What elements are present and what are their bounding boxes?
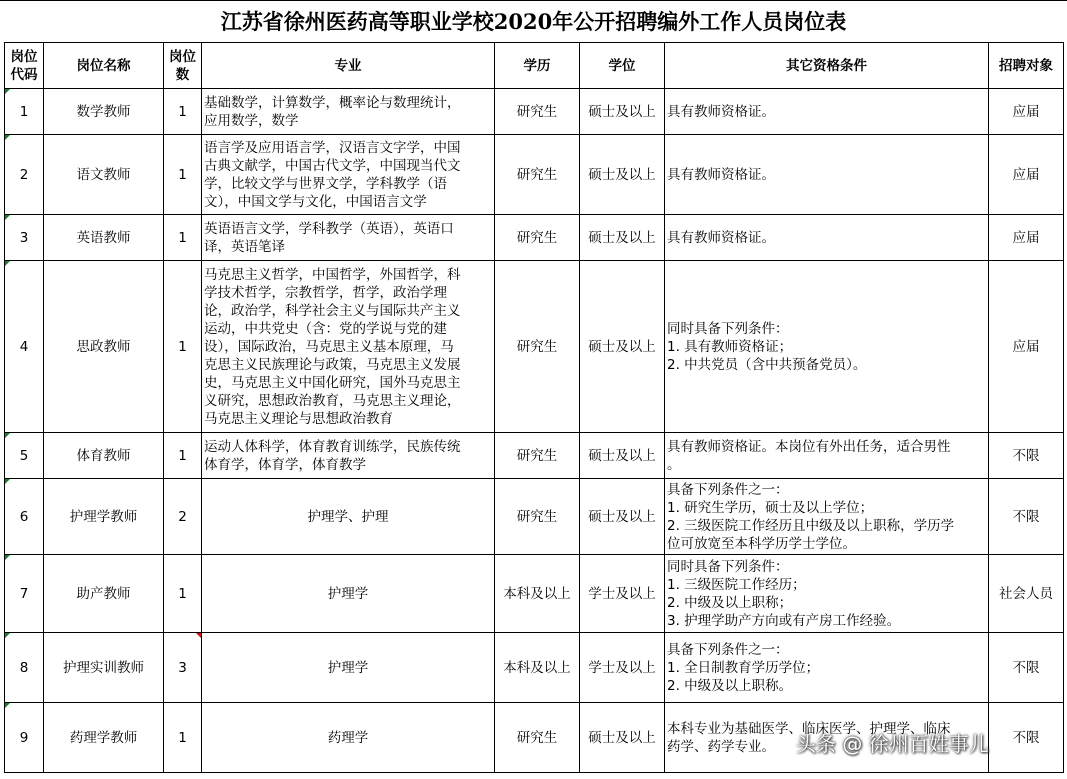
watermark-name: 徐州百姓事儿 xyxy=(868,732,989,756)
cell-education: 研究生 xyxy=(495,261,580,433)
table-row xyxy=(5,89,1064,135)
cell-degree: 硕士及以上 xyxy=(580,703,665,773)
header-target: 招聘对象 xyxy=(989,43,1064,89)
cell-code: 7 xyxy=(5,555,44,633)
cell-target: 应届 xyxy=(989,261,1064,433)
header-major: 专业 xyxy=(202,43,495,89)
table-row xyxy=(5,555,1064,633)
cell-major: 基础数学，计算数学，概率论与数理统计， 应用数学，数学 xyxy=(202,89,495,135)
cell-name: 助产教师 xyxy=(44,555,164,633)
cell-degree: 硕士及以上 xyxy=(580,89,665,135)
cell-major: 运动人体科学，体育教育训练学，民族传统 体育学，体育学，体育教学 xyxy=(202,433,495,479)
cell-other: 具有教师资格证。 xyxy=(665,215,989,261)
cell-other: 具有教师资格证。本岗位有外出任务，适合男性 。 xyxy=(665,433,989,479)
table-row xyxy=(5,633,1064,703)
comment-marker-icon xyxy=(196,633,201,638)
header-other: 其它资格条件 xyxy=(665,43,989,89)
watermark-at: @ xyxy=(842,732,863,756)
cell-code: 8 xyxy=(5,633,44,703)
cell-education: 研究生 xyxy=(495,89,580,135)
cell-other: 具有教师资格证。 xyxy=(665,89,989,135)
cell-marker-icon xyxy=(5,215,10,220)
cell-count: 1 xyxy=(164,89,202,135)
cell-marker-icon xyxy=(5,261,10,266)
cell-target: 应届 xyxy=(989,89,1064,135)
cell-major: 护理学 xyxy=(202,555,495,633)
cell-name: 英语教师 xyxy=(44,215,164,261)
cell-major: 英语语言文学，学科教学（英语），英语口 译，英语笔译 xyxy=(202,215,495,261)
cell-name: 护理实训教师 xyxy=(44,633,164,703)
cell-degree: 硕士及以上 xyxy=(580,479,665,555)
cell-name: 语文教师 xyxy=(44,135,164,215)
cell-education: 研究生 xyxy=(495,135,580,215)
cell-major: 护理学、护理 xyxy=(202,479,495,555)
cell-code: 4 xyxy=(5,261,44,433)
cell-code: 6 xyxy=(5,479,44,555)
cell-other: 具有教师资格证。 xyxy=(665,135,989,215)
cell-count: 1 xyxy=(164,703,202,773)
cell-target: 不限 xyxy=(989,633,1064,703)
cell-marker-icon xyxy=(5,89,10,94)
cell-degree: 学士及以上 xyxy=(580,633,665,703)
cell-count: 1 xyxy=(164,555,202,633)
cell-count: 1 xyxy=(164,433,202,479)
cell-other: 本科专业为基础医学、临床医学、护理学、临床 药学、药学专业。 xyxy=(665,703,989,773)
cell-marker-icon xyxy=(5,633,10,638)
cell-code: 3 xyxy=(5,215,44,261)
cell-degree: 硕士及以上 xyxy=(580,433,665,479)
cell-degree: 硕士及以上 xyxy=(580,135,665,215)
cell-marker-icon xyxy=(5,555,10,560)
cell-other: 同时具备下列条件： 1. 三级医院工作经历； 2. 中级及以上职称； 3. 护理学助产方向或有产房工作经验。 xyxy=(665,555,989,633)
cell-name: 思政教师 xyxy=(44,261,164,433)
cell-count: 2 xyxy=(164,479,202,555)
table-row xyxy=(5,135,1064,215)
cell-code: 9 xyxy=(5,703,44,773)
positions-table xyxy=(4,42,1064,773)
header-education: 学历 xyxy=(495,43,580,89)
cell-name: 护理学教师 xyxy=(44,479,164,555)
cell-name: 药理学教师 xyxy=(44,703,164,773)
table-row xyxy=(5,261,1064,433)
cell-other: 具备下列条件之一： 1. 全日制教育学历学位； 2. 中级及以上职称。 xyxy=(665,633,989,703)
cell-code: 1 xyxy=(5,89,44,135)
table-row xyxy=(5,215,1064,261)
header-degree: 学位 xyxy=(580,43,665,89)
cell-education: 研究生 xyxy=(495,215,580,261)
cell-degree: 硕士及以上 xyxy=(580,261,665,433)
page-title: 江苏省徐州医药高等职业学校2020年公开招聘编外工作人员岗位表 xyxy=(0,0,1067,42)
cell-degree: 学士及以上 xyxy=(580,555,665,633)
cell-target: 应届 xyxy=(989,215,1064,261)
header-count: 岗位 数 xyxy=(164,43,202,89)
cell-other: 具备下列条件之一： 1. 研究生学历，硕士及以上学位； 2. 三级医院工作经历且中级及以上职称，学历学 位可放宽至本科学历学士学位。 xyxy=(665,479,989,555)
cell-target: 不限 xyxy=(989,703,1064,773)
cell-name: 数学教师 xyxy=(44,89,164,135)
cell-marker-icon xyxy=(5,135,10,140)
header-code: 岗位 代码 xyxy=(5,43,44,89)
cell-name: 体育教师 xyxy=(44,433,164,479)
cell-count: 1 xyxy=(164,261,202,433)
cell-major: 护理学 xyxy=(202,633,495,703)
header-name: 岗位名称 xyxy=(44,43,164,89)
cell-education: 研究生 xyxy=(495,703,580,773)
watermark xyxy=(796,726,989,762)
cell-count: 3 xyxy=(164,633,202,703)
cell-education: 研究生 xyxy=(495,433,580,479)
cell-major: 马克思主义哲学，中国哲学，外国哲学，科 学技术哲学，宗教哲学，哲学，政治学理 论，政治学，科学社会主义与国际共产主义 运动，中共党史（含：党的学说与党的建 设），国际政治，马克思主义基本原理，马 克思主义民族理论与政策，马克思主义发展 史，马克思主义中国化研究，国外马克思主 义研究，思想政治教育，马克思主义理论， 马克思主义理论与思想政治教育 xyxy=(202,261,495,433)
cell-degree: 硕士及以上 xyxy=(580,215,665,261)
cell-target: 不限 xyxy=(989,479,1064,555)
cell-marker-icon xyxy=(5,479,10,484)
cell-code: 5 xyxy=(5,433,44,479)
cell-code: 2 xyxy=(5,135,44,215)
cell-count: 1 xyxy=(164,135,202,215)
header-row xyxy=(5,43,1064,89)
table-row xyxy=(5,433,1064,479)
cell-target: 不限 xyxy=(989,433,1064,479)
cell-major: 语言学及应用语言学，汉语言文字学，中国 古典文献学，中国古代文学，中国现当代文 学，比较文学与世界文学，学科教学（语 文），中国文学与文化，中国语言文学 xyxy=(202,135,495,215)
cell-other: 同时具备下列条件： 1. 具有教师资格证； 2. 中共党员（含中共预备党员）。 xyxy=(665,261,989,433)
cell-education: 本科及以上 xyxy=(495,555,580,633)
cell-count: 1 xyxy=(164,215,202,261)
cell-education: 本科及以上 xyxy=(495,633,580,703)
cell-target: 社会人员 xyxy=(989,555,1064,633)
cell-education: 研究生 xyxy=(495,479,580,555)
cell-major: 药理学 xyxy=(202,703,495,773)
cell-marker-icon xyxy=(5,703,10,708)
cell-marker-icon xyxy=(5,433,10,438)
cell-target: 应届 xyxy=(989,135,1064,215)
watermark-prefix: 头条 xyxy=(796,732,836,756)
table-row xyxy=(5,479,1064,555)
